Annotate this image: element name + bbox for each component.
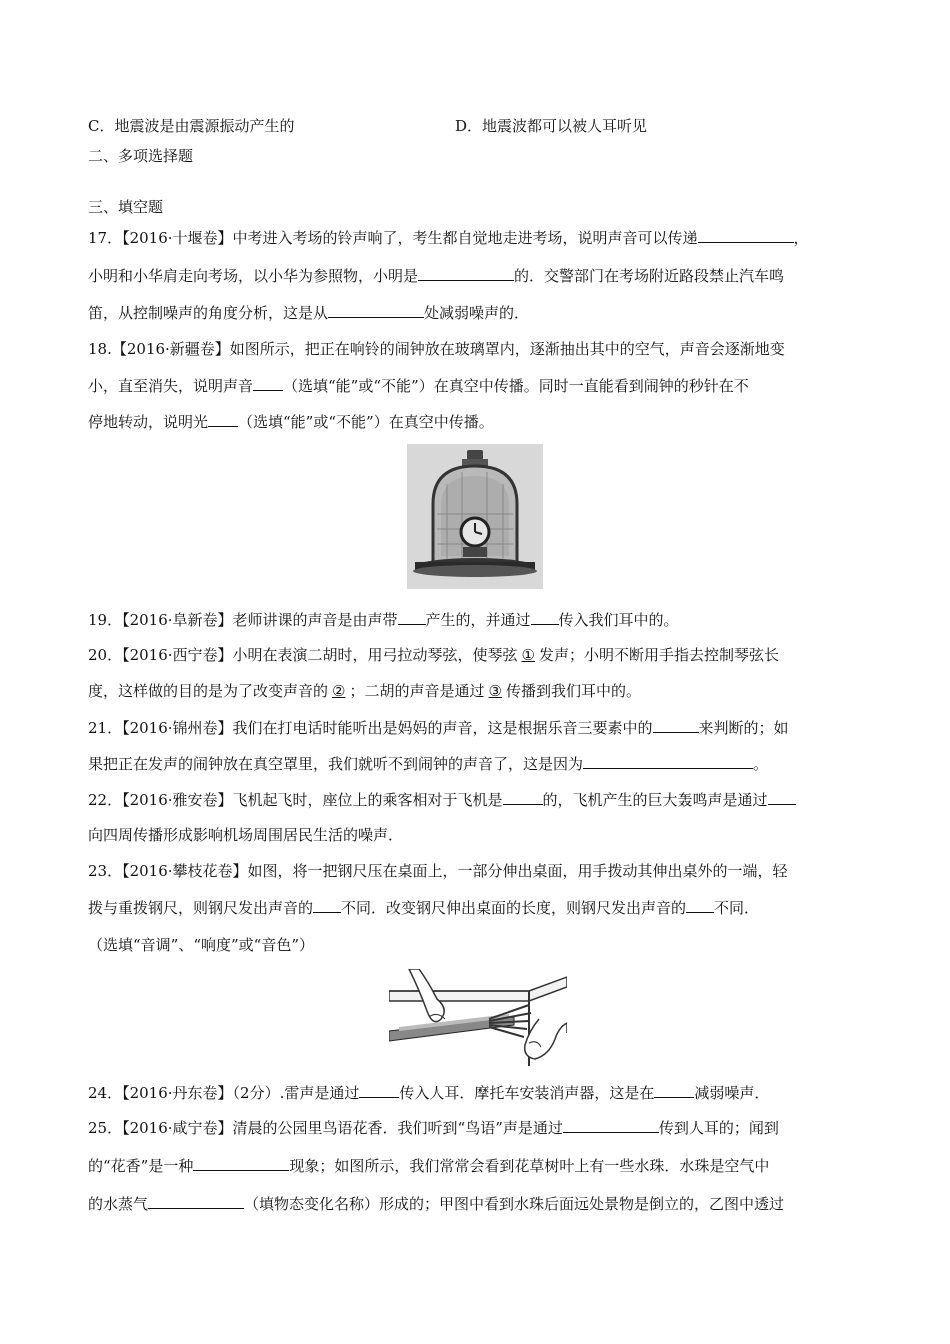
answer-blank [563, 1117, 659, 1133]
question-18-line-2: 小，直至消失，说明声音 （选填“能”或“不能”）在真空中传播。同时一直能看到闹钟的秒针在不 [88, 377, 749, 395]
question-25-line-3: 的水蒸气 （填物态变化名称）形成的；甲图中看到水珠后面远处景物是倒立的，乙图中透过 [88, 1195, 785, 1213]
answer-blank [686, 897, 714, 913]
question-18-line-3: 停地转动，说明光 （选填“能”或“不能”）在真空中传播。 [88, 413, 494, 431]
section-heading-multiple-choice: 二、多项选择题 [88, 147, 194, 165]
answer-blank [503, 789, 543, 805]
steel-ruler-table-figure [389, 969, 567, 1066]
answer-blank [768, 789, 796, 805]
bell-jar-illustration [407, 444, 543, 589]
question-20-line-2: 度，这样做的目的是为了改变声音的 ② ；二胡的声音是通过 ③ 传播到我们耳中的。 [88, 682, 641, 700]
answer-blank [328, 302, 424, 318]
answer-blank [653, 717, 699, 733]
option-c: C．地震波是由震源振动产生的 [88, 117, 295, 135]
question-20-line-1: 20．【2016·西宁卷】小明在表演二胡时，用弓拉动琴弦，使琴弦 ① 发声；小明不断用手指去控制琴弦长 [88, 646, 780, 664]
answer-blank [698, 227, 794, 243]
ruler-illustration [389, 969, 567, 1066]
answer-blank [654, 1082, 694, 1098]
question-23-line-2: 拨与重拨钢尺，则钢尺发出声音的 不同．改变钢尺伸出桌面的长度，则钢尺发出声音的 不同． [88, 899, 760, 917]
question-21-line-1: 21．【2016·锦州卷】我们在打电话时能听出是妈妈的声音，这是根据乐音三要素中的 来判断的；如 [88, 719, 789, 737]
question-25-line-2: 的“花香”是一种 现象；如图所示，我们常常会看到花草树叶上有一些水珠．水珠是空气中 [88, 1157, 770, 1175]
blank-marker-3: ③ [488, 682, 502, 700]
question-19: 19．【2016·阜新卷】老师讲课的声音是由声带 产生的，并通过 传入我们耳中的。 [88, 611, 679, 629]
answer-blank [253, 375, 283, 391]
question-22-line-1: 22．【2016·雅安卷】飞机起飞时，座位上的乘客相对于飞机是 的，飞机产生的巨大轰鸣声是通过 [88, 789, 796, 810]
answer-blank [359, 1082, 399, 1098]
answer-blank [208, 411, 238, 427]
answer-blank [193, 1155, 289, 1171]
answer-blank [583, 753, 753, 769]
section-heading-fill-blank: 三、填空题 [88, 198, 164, 216]
question-17-line-2: 小明和小华肩走向考场，以小华为参照物，小明是 的．交警部门在考场附近路段禁止汽车鸣 [88, 267, 785, 285]
answer-blank [148, 1193, 244, 1209]
question-25-line-1: 25．【2016·咸宁卷】清晨的公园里鸟语花香．我们听到“鸟语”声是通过 传到人耳的；闻到 [88, 1119, 779, 1137]
option-d: D．地震波都可以被人耳听见 [455, 117, 648, 135]
answer-blank [313, 897, 341, 913]
question-18-line-1: 18.【2016·新疆卷】如图所示，把正在响铃的闹钟放在玻璃罩内，逐渐抽出其中的空气，声音会逐渐地变 [88, 340, 785, 358]
bell-jar-alarm-clock-figure [407, 444, 543, 589]
question-17-line-1: 17．【2016·十堰卷】中考进入考场的铃声响了，考生都自觉地走进考场，说明声音可以传递 ， [88, 229, 809, 247]
answer-blank [531, 609, 559, 625]
question-23-line-1: 23．【2016·攀枝花卷】如图，将一把钢尺压在桌面上，一部分伸出桌面，用手拨动其伸出桌外的一端，轻 [88, 862, 788, 880]
answer-blank [418, 265, 514, 281]
question-17-line-3: 笛，从控制噪声的角度分析，这是从 处减弱噪声的． [88, 304, 530, 322]
question-21-line-2: 果把正在发声的闹钟放在真空罩里，我们就听不到闹钟的声音了，这是因为 。 [88, 755, 769, 773]
question-22-line-2: 向四周传播形成影响机场周围居民生活的噪声． [88, 826, 404, 844]
blank-marker-1: ① [521, 646, 535, 664]
blank-marker-2: ② [332, 682, 346, 700]
question-23-line-3: （选填“音调”、“响度”或“音色”） [88, 936, 315, 954]
question-24: 24．【2016·丹东卷】（2分）.雷声是通过 传入人耳．摩托车安装消声器，这是在 减弱噪声． [88, 1084, 770, 1102]
answer-blank [398, 609, 426, 625]
